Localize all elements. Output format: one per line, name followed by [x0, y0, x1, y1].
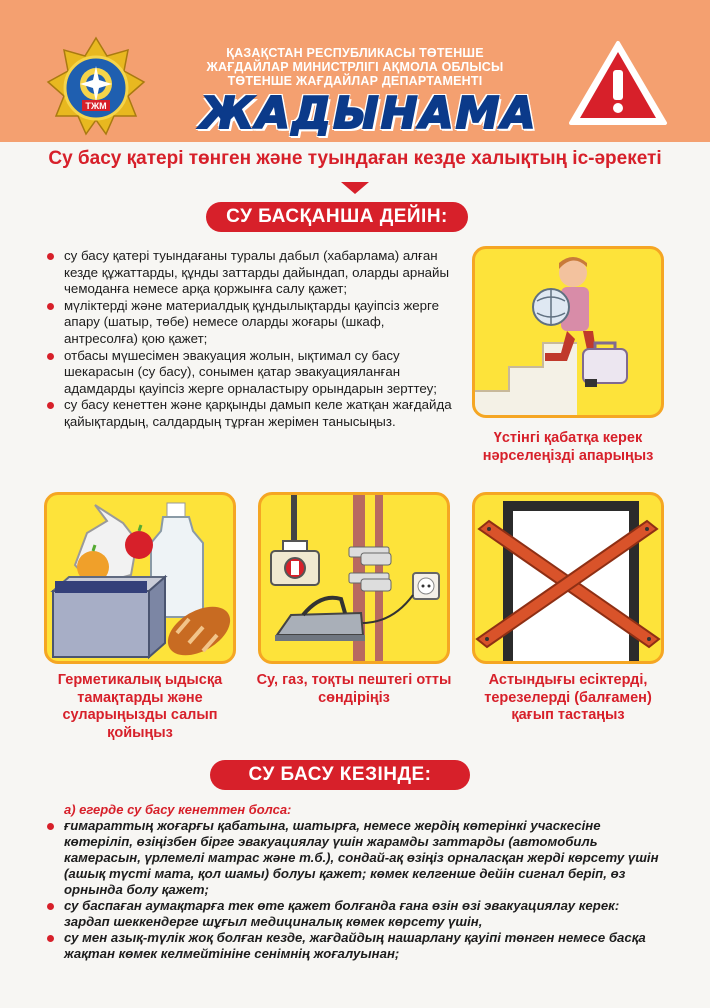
org-line: ЖАҒДАЙЛАР МИНИСТРЛІГІ АҚМОЛА ОБЛЫСЫ	[206, 60, 504, 74]
boarded-door-icon	[475, 495, 661, 661]
person-stairs-icon	[475, 249, 661, 415]
illustration-sealed-food	[44, 492, 236, 664]
down-arrow-icon	[341, 182, 369, 194]
page-subtitle: Су басу қатері төнген және туындаған кезде халықтың іс-әрекеті	[48, 148, 662, 169]
emblem-text: ТЖМ	[85, 101, 107, 111]
title-text: ЖАДЫНАМА	[200, 88, 538, 139]
list-item: су басу қатері туындағаны туралы дабыл (хабарлама) алған кезде құжаттарды, құнды заттарды дайындап, оларды арнайы чемоданға немесе арқа қоржынға салу қажет;	[44, 248, 454, 298]
caption-board-up: Астындығы есіктерді, терезелерді (балғамен) қағып тастаңыз	[484, 672, 652, 723]
illustration-switch-off-utilities	[258, 492, 450, 664]
caption-sealed-food: Герметикалық ыдысқа тамақтарды және суларыңызды салып қойыңыз	[57, 672, 223, 741]
header-band	[0, 0, 710, 142]
illustration-carry-upstairs	[472, 246, 664, 418]
list-item: су мен азық-түлік жоқ болған кезде, жағдайдың нашарлану қауіпі төнген немесе басқа жақтан көмек келмейтініне сенімнің жоғалуынан;	[44, 930, 664, 962]
document-title	[200, 88, 538, 139]
list-item: отбасы мүшесімен эвакуация жолын, ықтимал су басу шекарасын (су басу), сонымен қатар эвакуацияланған адамдарды қауіпсіз жерге орналастыру орындарын зерттеу;	[44, 348, 454, 398]
org-line: ТӨТЕНШЕ ЖАҒДАЙЛАР ДЕПАРТАМЕНТІ	[227, 74, 483, 88]
warning-triangle-icon	[568, 40, 668, 126]
caption-switch-off-utilities: Су, газ, тоқты пештегі отты сөндіріңіз	[256, 672, 452, 706]
list-item: су баспаған аумақтарға тек өте қажет болғанда ғана өзін өзі эвакуациялау керек: зардап шеккендерге шұғыл медициналық көмек көрсету үшін,	[44, 898, 664, 930]
utilities-off-icon	[261, 495, 447, 661]
during-lead: а) егерде су басу кенеттен болса:	[64, 802, 292, 817]
during-bullet-list	[44, 818, 664, 962]
food-containers-icon	[47, 495, 233, 661]
list-item: ғимараттың жоғарғы қабатына, шатырға, немесе жердің көтерінкі учаскесіне көтеріліп, өзіңізбен бірге эвакуациялау үшін жарамды заттарды (автомобиль камерасын, үрлемелі матрас және т.б.), сондай-ақ өзіңіз орналасқан жерді көрсету үшін (ашық түсті мата, қол шамы) болуы қажет; көмек келгенше дейін сигнал беріп, өз орнында болу қажет;	[44, 818, 664, 898]
section-banner-during: СУ БАСУ КЕЗІНДЕ:	[210, 760, 470, 790]
list-item: мүліктерді және материалдық құндылықтарды қауіпсіз жерге апару (шатыр, төбе) немесе оларды жоғары (шкаф, антресолға) қою қажет;	[44, 298, 454, 348]
during-flood-section	[44, 802, 664, 962]
before-bullet-list	[44, 248, 454, 431]
organization-name	[190, 46, 520, 88]
emergency-ministry-emblem-icon	[46, 36, 146, 136]
caption-carry-upstairs: Үстінгі қабатқа керек нәрселеңізді апарыңыз	[482, 430, 654, 464]
illustration-board-up	[472, 492, 664, 664]
list-item: су басу кенеттен және қарқынды дамып келе жатқан жағдайда қайықтардың, салдардың тұрған жерімен танысыңыз.	[44, 397, 454, 430]
section-banner-before: СУ БАСҚАНША ДЕЙІН:	[206, 202, 468, 232]
org-line: ҚАЗАҚСТАН РЕСПУБЛИКАСЫ ТӨТЕНШЕ	[226, 46, 484, 60]
